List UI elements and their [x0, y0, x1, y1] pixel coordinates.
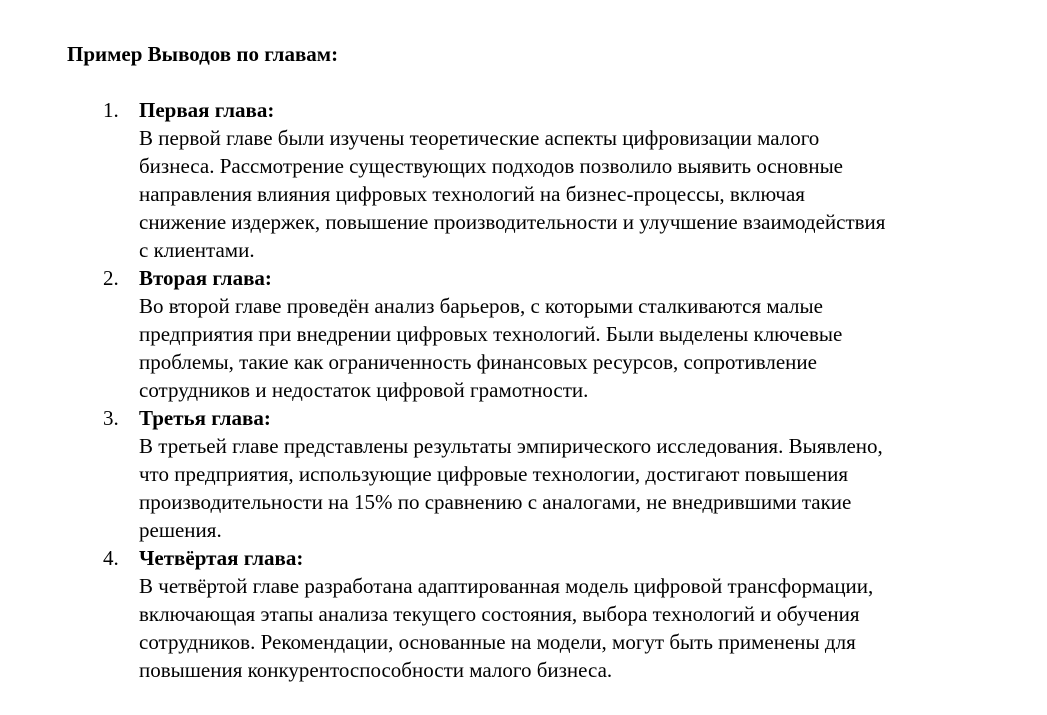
- chapter-number: 1.: [103, 98, 119, 122]
- chapter-body: [139, 572, 885, 684]
- chapter-heading: Первая глава:: [139, 98, 275, 122]
- chapter-heading: Четвёртая глава:: [139, 546, 304, 570]
- chapter-body: [139, 292, 885, 404]
- chapter-heading: Третья глава:: [139, 406, 271, 430]
- chapter-body-line: бизнеса. Рассмотрение существующих подходов позволило выявить основные: [139, 154, 844, 178]
- chapter-body-line: решения.: [139, 518, 222, 542]
- chapter-body-line: В первой главе были изучены теоретические аспекты цифровизации малого: [139, 126, 820, 150]
- chapter-item-1: [0, 96, 885, 264]
- chapter-body-line: проблемы, такие как ограниченность финансовых ресурсов, сопротивление: [139, 350, 817, 374]
- chapter-body-line: направления влияния цифровых технологий на бизнес-процессы, включая: [139, 182, 805, 206]
- chapter-body-line: снижение издержек, повышение производительности и улучшение взаимодействия: [139, 210, 886, 234]
- chapter-number: 2.: [103, 266, 119, 290]
- chapter-item-2: [0, 264, 885, 404]
- chapter-body: [139, 432, 885, 544]
- chapter-body-line: производительности на 15% по сравнению с аналогами, не внедрившими такие: [139, 490, 852, 514]
- chapter-body-line: с клиентами.: [139, 238, 255, 262]
- chapter-body-line: что предприятия, использующие цифровые технологии, достигают повышения: [139, 462, 849, 486]
- document-title: Пример Выводов по главам:: [67, 42, 339, 66]
- chapter-body-line: Во второй главе проведён анализ барьеров, с которыми сталкиваются малые: [139, 294, 823, 318]
- chapter-body-line: включающая этапы анализа текущего состояния, выбора технологий и обучения: [139, 602, 860, 626]
- chapter-item-3: [0, 404, 885, 544]
- chapter-item-4: [0, 544, 885, 684]
- chapter-body-line: сотрудников и недостаток цифровой грамотности.: [139, 378, 589, 402]
- chapter-body-line: В четвёртой главе разработана адаптированная модель цифровой трансформации,: [139, 574, 874, 598]
- chapter-number: 3.: [103, 406, 119, 430]
- chapter-body: [139, 124, 885, 264]
- chapter-heading: Вторая глава:: [139, 266, 272, 290]
- chapter-list: [0, 96, 885, 684]
- chapter-body-line: повышения конкурентоспособности малого бизнеса.: [139, 658, 613, 682]
- chapter-body-line: сотрудников. Рекомендации, основанные на модели, могут быть применены для: [139, 630, 856, 654]
- chapter-body-line: предприятия при внедрении цифровых технологий. Были выделены ключевые: [139, 322, 843, 346]
- chapter-body-line: В третьей главе представлены результаты эмпирического исследования. Выявлено,: [139, 434, 883, 458]
- chapter-number: 4.: [103, 546, 119, 570]
